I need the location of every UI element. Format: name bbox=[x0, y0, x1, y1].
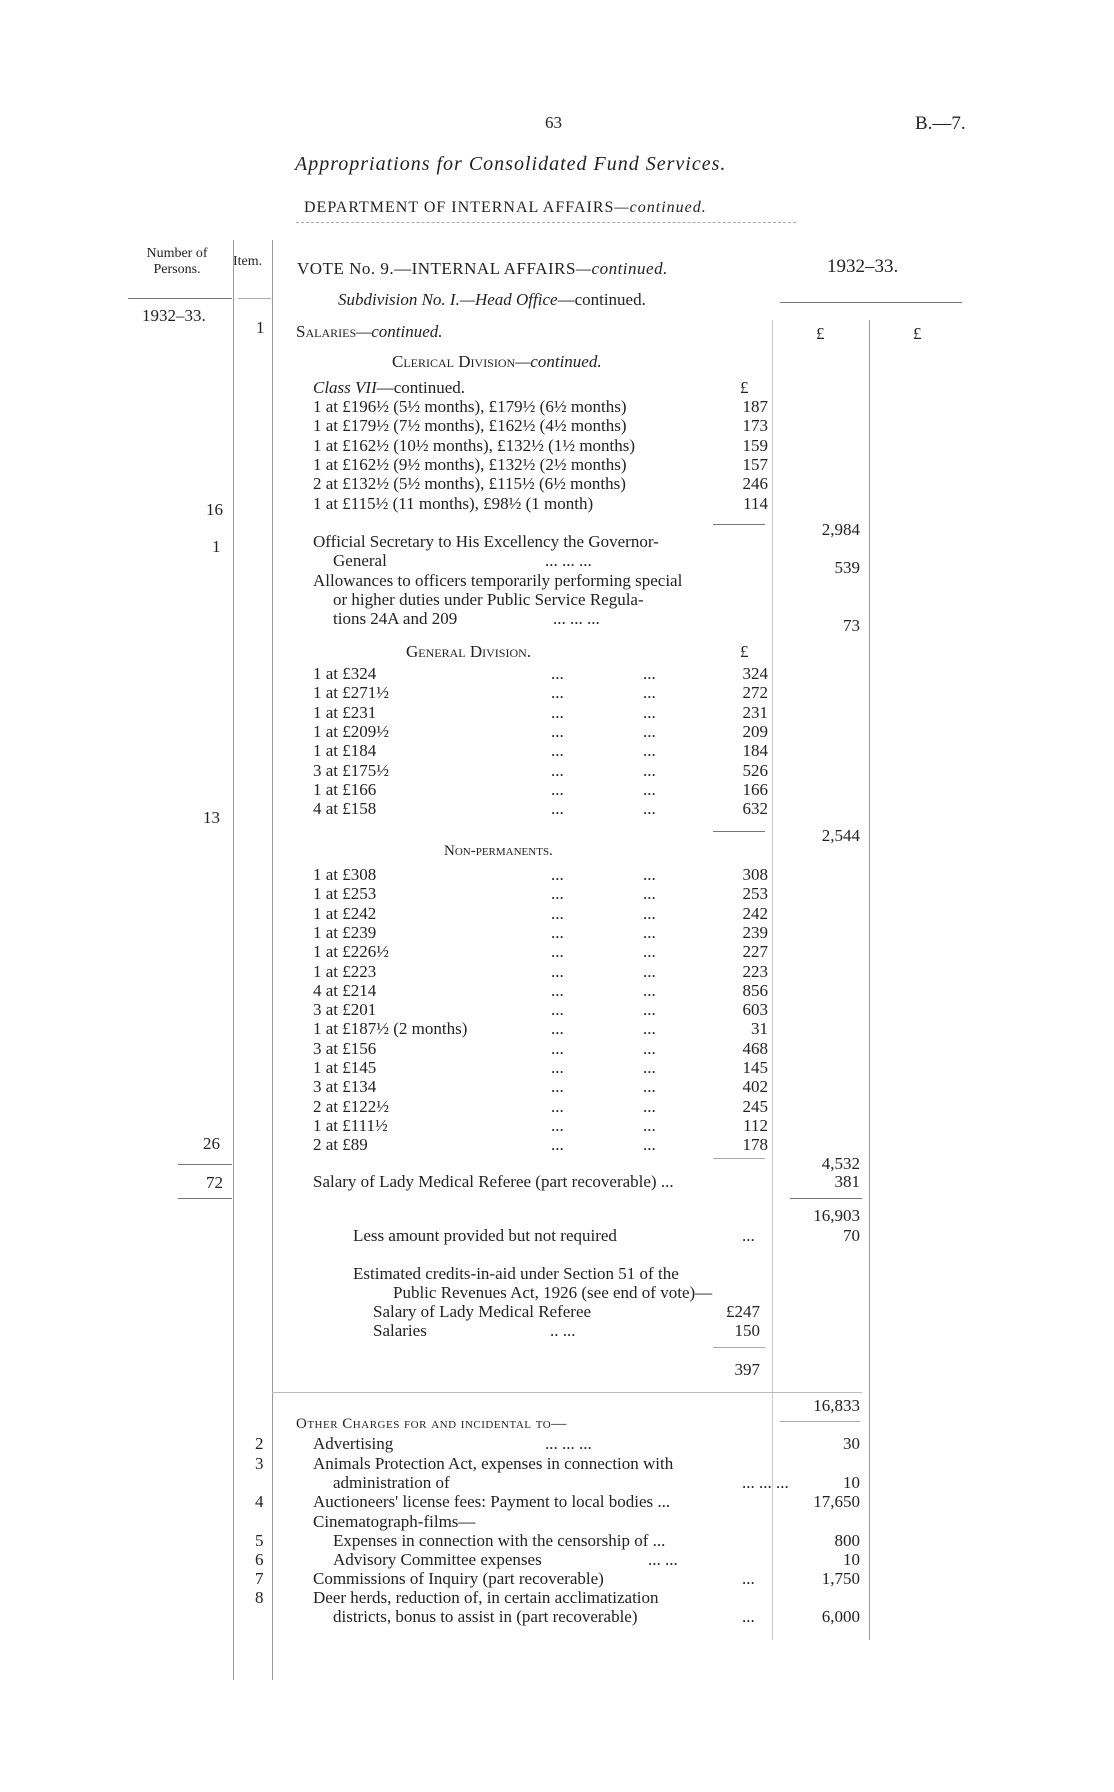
credits-line1: Estimated credits-in-aid under Section 51 of the bbox=[353, 1264, 679, 1283]
other-item-description: Animals Protection Act, expenses in connection with bbox=[313, 1454, 674, 1473]
general-division-heading: General Division. bbox=[406, 642, 532, 661]
nonperm-amount: 245 bbox=[742, 1096, 768, 1116]
nonperm-row bbox=[313, 1116, 768, 1135]
general-dots: ... bbox=[551, 664, 564, 683]
nonperm-dots: ... bbox=[643, 1115, 656, 1135]
nonperm-dots: ... bbox=[643, 1096, 656, 1116]
other-item-dots: ... ... ... bbox=[742, 1473, 789, 1492]
general-description: 1 at £271½ bbox=[313, 683, 390, 703]
credits-salaries-amount: 150 bbox=[734, 1321, 760, 1340]
nonperm-description: 1 at £239 bbox=[313, 922, 377, 942]
clerical-amount: 246 bbox=[742, 474, 768, 494]
general-dots: ... bbox=[551, 683, 564, 703]
year-heading-rule bbox=[780, 302, 962, 303]
nonperm-sum-rule bbox=[713, 1158, 765, 1159]
net-total: 16,833 bbox=[813, 1396, 860, 1415]
nonperm-row bbox=[313, 1135, 768, 1154]
nonperm-description: 1 at £111½ bbox=[313, 1115, 388, 1135]
less-amount: 70 bbox=[843, 1226, 860, 1245]
page-title: Appropriations for Consolidated Fund Services. bbox=[295, 153, 727, 175]
clerical-row bbox=[313, 416, 768, 435]
other-item-description: Auctioneers' license fees: Payment to local bodies ... bbox=[313, 1492, 671, 1511]
clerical-heading: Clerical Division—continued. bbox=[392, 352, 602, 371]
other-item-amount: 1,750 bbox=[821, 1569, 860, 1588]
class-vii-label: Class VII—continued. bbox=[313, 378, 466, 397]
nonperm-amount: 253 bbox=[742, 884, 768, 904]
nonperm-dots: ... bbox=[551, 980, 564, 1000]
allowances-dots: ... ... ... bbox=[553, 609, 600, 628]
persons-year: 1932–33. bbox=[142, 306, 206, 325]
persons-total-rule bbox=[178, 1198, 232, 1199]
nonperm-dots: ... bbox=[551, 922, 564, 942]
non-permanents-heading: Non-permanents. bbox=[444, 843, 553, 859]
credits-salaries-dots: .. ... bbox=[550, 1321, 576, 1340]
general-row bbox=[313, 683, 768, 702]
clerical-amount: 159 bbox=[742, 435, 768, 455]
general-dots: ... bbox=[551, 721, 564, 741]
item-heading-rule bbox=[238, 298, 271, 299]
other-charges-rule bbox=[780, 1421, 860, 1422]
other-item-amount: 17,650 bbox=[813, 1492, 860, 1511]
credits-lady-amount: £247 bbox=[726, 1302, 760, 1321]
persons-column-heading: Number of Persons. bbox=[146, 246, 208, 277]
clerical-amount: 114 bbox=[743, 493, 768, 513]
general-dots: ... bbox=[551, 760, 564, 780]
nonperm-description: 1 at £223 bbox=[313, 961, 377, 981]
nonperm-dots: ... bbox=[551, 1115, 564, 1135]
nonperm-dots: ... bbox=[643, 903, 656, 923]
clerical-amount: 157 bbox=[742, 454, 768, 474]
general-dots: ... bbox=[551, 702, 564, 722]
credits-salaries-label: Salaries bbox=[373, 1321, 427, 1340]
subdivision-heading: Subdivision No. I.—Head Office—continued. bbox=[338, 290, 646, 309]
other-item-description: Cinematograph-films— bbox=[313, 1512, 476, 1531]
other-item-description: Deer herds, reduction of, in certain acclimatization bbox=[313, 1588, 659, 1607]
official-secretary-amount: 539 bbox=[834, 558, 860, 577]
official-secretary-dots: ... ... ... bbox=[545, 551, 592, 570]
general-total: 2,544 bbox=[821, 826, 860, 845]
nonperm-amount: 603 bbox=[742, 1000, 768, 1020]
nonperm-description: 1 at £145 bbox=[313, 1058, 377, 1077]
other-item-amount: 10 bbox=[843, 1550, 860, 1569]
clerical-row bbox=[313, 436, 768, 455]
nonperm-amount: 145 bbox=[742, 1058, 768, 1077]
vote-heading: VOTE No. 9.—INTERNAL AFFAIRS—continued. bbox=[297, 259, 668, 278]
nonperm-dots: ... bbox=[643, 1019, 656, 1039]
nonperm-description: 2 at £122½ bbox=[313, 1096, 390, 1116]
description-column-rule bbox=[272, 240, 273, 1680]
general-description: 1 at £231 bbox=[313, 702, 377, 722]
page-number: 63 bbox=[545, 113, 562, 132]
nonperm-amount: 402 bbox=[742, 1077, 768, 1097]
general-amount: 632 bbox=[742, 799, 768, 819]
other-item-dots: ... bbox=[742, 1569, 755, 1588]
general-description: 1 at £184 bbox=[313, 741, 377, 761]
general-dots: ... bbox=[643, 741, 656, 761]
other-item-dots: ... bbox=[742, 1607, 755, 1626]
general-dots: ... bbox=[643, 683, 656, 703]
nonperm-dots: ... bbox=[643, 1000, 656, 1020]
clerical-total: 2,984 bbox=[821, 520, 860, 539]
general-description: 3 at £175½ bbox=[313, 760, 390, 780]
nonperm-amount: 227 bbox=[742, 942, 768, 962]
nonperm-dots: ... bbox=[551, 1000, 564, 1020]
nonperm-dots: ... bbox=[551, 884, 564, 904]
nonperm-row bbox=[313, 904, 768, 923]
nonperm-dots: ... bbox=[551, 942, 564, 962]
other-item-number: 6 bbox=[255, 1550, 264, 1569]
clerical-sum-rule bbox=[713, 524, 765, 525]
other-item-description: Expenses in connection with the censorship of ... bbox=[333, 1531, 666, 1550]
other-item-number: 4 bbox=[255, 1492, 264, 1511]
less-dots: ... bbox=[742, 1226, 755, 1245]
general-description: 1 at £209½ bbox=[313, 721, 390, 741]
general-dots: ... bbox=[643, 702, 656, 722]
general-sum-rule bbox=[713, 831, 765, 832]
other-item-number: 2 bbox=[255, 1434, 264, 1453]
general-description: 1 at £166 bbox=[313, 779, 377, 799]
nonperm-row bbox=[313, 962, 768, 981]
allowances-line1: Allowances to officers temporarily performing special bbox=[313, 571, 683, 590]
general-dots: ... bbox=[643, 664, 656, 683]
other-item-amount: 10 bbox=[843, 1473, 860, 1492]
amount-column-rule bbox=[772, 320, 773, 1640]
general-description: 1 at £324 bbox=[313, 664, 377, 683]
clerical-row bbox=[313, 474, 768, 493]
general-dots: ... bbox=[643, 779, 656, 799]
salaries-heading: Salaries—continued. bbox=[296, 322, 443, 341]
credits-sum-rule bbox=[713, 1347, 765, 1348]
nonperm-row bbox=[313, 1019, 768, 1038]
nonperm-description: 2 at £89 bbox=[313, 1135, 368, 1155]
nonperm-dots: ... bbox=[643, 884, 656, 904]
general-pound: £ bbox=[740, 642, 749, 661]
department-heading: DEPARTMENT OF INTERNAL AFFAIRS—continued. bbox=[304, 199, 707, 216]
other-item-dots: ... ... ... bbox=[545, 1434, 592, 1453]
general-dots: ... bbox=[551, 741, 564, 761]
subtotal-amount: 16,903 bbox=[813, 1206, 860, 1225]
nonperm-amount: 242 bbox=[742, 903, 768, 923]
nonperm-dots: ... bbox=[643, 1077, 656, 1097]
nonperm-row bbox=[313, 865, 768, 884]
salaries-item-number: 1 bbox=[256, 318, 265, 337]
nonperm-dots: ... bbox=[643, 1038, 656, 1058]
nonperm-dots: ... bbox=[551, 1096, 564, 1116]
nonperm-description: 1 at £187½ (2 months) bbox=[313, 1019, 468, 1039]
nonperm-amount: 31 bbox=[751, 1019, 768, 1039]
nonperm-dots: ... bbox=[643, 942, 656, 962]
nonperm-row bbox=[313, 942, 768, 961]
other-item-description: Advisory Committee expenses bbox=[333, 1550, 542, 1569]
nonperm-amount: 856 bbox=[742, 980, 768, 1000]
nonperm-dots: ... bbox=[551, 903, 564, 923]
header-rule bbox=[296, 222, 796, 223]
general-dots: ... bbox=[643, 721, 656, 741]
other-item-description-cont: administration of bbox=[333, 1473, 450, 1492]
nonperm-row bbox=[313, 923, 768, 942]
general-persons: 13 bbox=[203, 808, 220, 827]
nonperm-amount: 308 bbox=[742, 865, 768, 884]
credits-total: 397 bbox=[734, 1360, 760, 1379]
nonperm-amount: 468 bbox=[742, 1038, 768, 1058]
allowances-line2: or higher duties under Public Service Regula- bbox=[333, 590, 644, 609]
clerical-description: 1 at £179½ (7½ months), £162½ (4½ months) bbox=[313, 416, 627, 436]
lady-referee-amount: 381 bbox=[834, 1172, 860, 1191]
nonperm-amount: 112 bbox=[743, 1115, 768, 1135]
general-amount: 231 bbox=[742, 702, 768, 722]
official-secretary-line1: Official Secretary to His Excellency the Governor- bbox=[313, 532, 659, 551]
nonperm-dots: ... bbox=[643, 1058, 656, 1077]
other-item-amount: 800 bbox=[834, 1531, 860, 1550]
other-item-number: 5 bbox=[255, 1531, 264, 1550]
nonperm-dots: ... bbox=[551, 1019, 564, 1039]
nonperm-dots: ... bbox=[643, 961, 656, 981]
pound-column-2: £ bbox=[913, 324, 922, 343]
other-item-description-cont: districts, bonus to assist in (part recoverable) bbox=[333, 1607, 638, 1626]
nonperm-amount: 178 bbox=[742, 1135, 768, 1155]
nonperm-row bbox=[313, 1039, 768, 1058]
subtotal-rule bbox=[790, 1198, 862, 1199]
pound-column-1: £ bbox=[816, 324, 825, 343]
nonperm-dots: ... bbox=[551, 1077, 564, 1097]
nonperm-description: 3 at £156 bbox=[313, 1038, 377, 1058]
nonperm-row bbox=[313, 981, 768, 1000]
nonperm-dots: ... bbox=[643, 980, 656, 1000]
nonperm-description: 1 at £242 bbox=[313, 903, 377, 923]
clerical-description: 1 at £162½ (9½ months), £132½ (2½ months) bbox=[313, 454, 627, 474]
general-dots: ... bbox=[551, 779, 564, 799]
item-column-rule bbox=[233, 240, 234, 1680]
nonperm-dots: ... bbox=[643, 922, 656, 942]
other-item-description: Commissions of Inquiry (part recoverable) bbox=[313, 1569, 604, 1588]
persons-sum-rule bbox=[178, 1164, 232, 1165]
nonperm-description: 1 at £253 bbox=[313, 884, 377, 904]
general-row bbox=[313, 799, 768, 818]
general-description: 4 at £158 bbox=[313, 799, 377, 819]
general-amount: 272 bbox=[742, 683, 768, 703]
nonperm-row bbox=[313, 1077, 768, 1096]
nonperm-amount: 223 bbox=[742, 961, 768, 981]
less-description: Less amount provided but not required bbox=[353, 1226, 617, 1245]
other-item-amount: 30 bbox=[843, 1434, 860, 1453]
allowances-amount: 73 bbox=[843, 616, 860, 635]
clerical-amount: 187 bbox=[742, 397, 768, 416]
other-item-number: 8 bbox=[255, 1588, 264, 1607]
general-row bbox=[313, 761, 768, 780]
nonperm-dots: ... bbox=[551, 1058, 564, 1077]
clerical-row bbox=[313, 494, 768, 513]
other-item-amount: 6,000 bbox=[821, 1607, 860, 1626]
credits-lady-label: Salary of Lady Medical Referee bbox=[373, 1302, 592, 1321]
official-secretary-line2: General bbox=[333, 551, 387, 570]
general-amount: 209 bbox=[742, 721, 768, 741]
general-amount: 166 bbox=[742, 779, 768, 799]
general-dots: ... bbox=[643, 760, 656, 780]
nonperm-description: 3 at £134 bbox=[313, 1077, 377, 1097]
year-column-heading: 1932–33. bbox=[827, 256, 899, 277]
general-row bbox=[313, 722, 768, 741]
nonperm-dots: ... bbox=[551, 1135, 564, 1155]
general-row bbox=[313, 780, 768, 799]
clerical-description: 1 at £196½ (5½ months), £179½ (6½ months) bbox=[313, 397, 627, 416]
persons-heading-rule bbox=[128, 298, 232, 299]
other-item-number: 3 bbox=[255, 1454, 264, 1473]
nonperm-description: 1 at £226½ bbox=[313, 942, 390, 962]
other-item-dots: ... ... bbox=[648, 1550, 678, 1569]
nonperm-amount: 239 bbox=[742, 922, 768, 942]
total-column-rule bbox=[869, 320, 870, 1640]
nonperm-row bbox=[313, 1058, 768, 1077]
general-amount: 184 bbox=[742, 741, 768, 761]
general-dots: ... bbox=[551, 799, 564, 819]
net-total-rule bbox=[272, 1392, 862, 1393]
clerical-amount: 173 bbox=[742, 416, 768, 436]
item-column-heading: Item. bbox=[233, 254, 263, 269]
nonperm-dots: ... bbox=[643, 1135, 656, 1155]
nonperm-row bbox=[313, 1097, 768, 1116]
nonperm-dots: ... bbox=[551, 865, 564, 884]
document-reference: B.—7. bbox=[915, 113, 966, 134]
nonperm-persons: 26 bbox=[203, 1134, 220, 1153]
other-item-description: Advertising bbox=[313, 1434, 394, 1453]
nonperm-dots: ... bbox=[551, 1038, 564, 1058]
clerical-persons: 16 bbox=[206, 500, 223, 519]
general-row bbox=[313, 664, 768, 683]
general-amount: 324 bbox=[742, 664, 768, 683]
clerical-pound: £ bbox=[740, 378, 749, 397]
clerical-description: 2 at £132½ (5½ months), £115½ (6½ months) bbox=[313, 474, 626, 494]
nonperm-dots: ... bbox=[551, 961, 564, 981]
nonperm-row bbox=[313, 1000, 768, 1019]
general-row bbox=[313, 741, 768, 760]
clerical-description: 1 at £162½ (10½ months), £132½ (1½ months) bbox=[313, 435, 636, 455]
allowances-line3: tions 24A and 209 bbox=[333, 609, 458, 628]
general-dots: ... bbox=[643, 799, 656, 819]
credits-line2: Public Revenues Act, 1926 (see end of vote)— bbox=[393, 1283, 713, 1302]
general-row bbox=[313, 703, 768, 722]
other-charges-heading: Other Charges for and incidental to— bbox=[296, 1416, 567, 1432]
clerical-description: 1 at £115½ (11 months), £98½ (1 month) bbox=[313, 493, 594, 513]
nonperm-row bbox=[313, 884, 768, 903]
general-amount: 526 bbox=[742, 760, 768, 780]
nonperm-description: 1 at £308 bbox=[313, 865, 377, 884]
total-persons: 72 bbox=[206, 1173, 223, 1192]
clerical-row bbox=[313, 397, 768, 416]
clerical-row bbox=[313, 455, 768, 474]
lady-referee-description: Salary of Lady Medical Referee (part recoverable) ... bbox=[313, 1172, 674, 1191]
other-item-number: 7 bbox=[255, 1569, 264, 1588]
nonperm-dots: ... bbox=[643, 865, 656, 884]
nonperm-total: 4,532 bbox=[821, 1154, 860, 1173]
nonperm-description: 4 at £214 bbox=[313, 980, 377, 1000]
nonperm-description: 3 at £201 bbox=[313, 1000, 377, 1020]
official-secretary-persons: 1 bbox=[212, 537, 221, 556]
